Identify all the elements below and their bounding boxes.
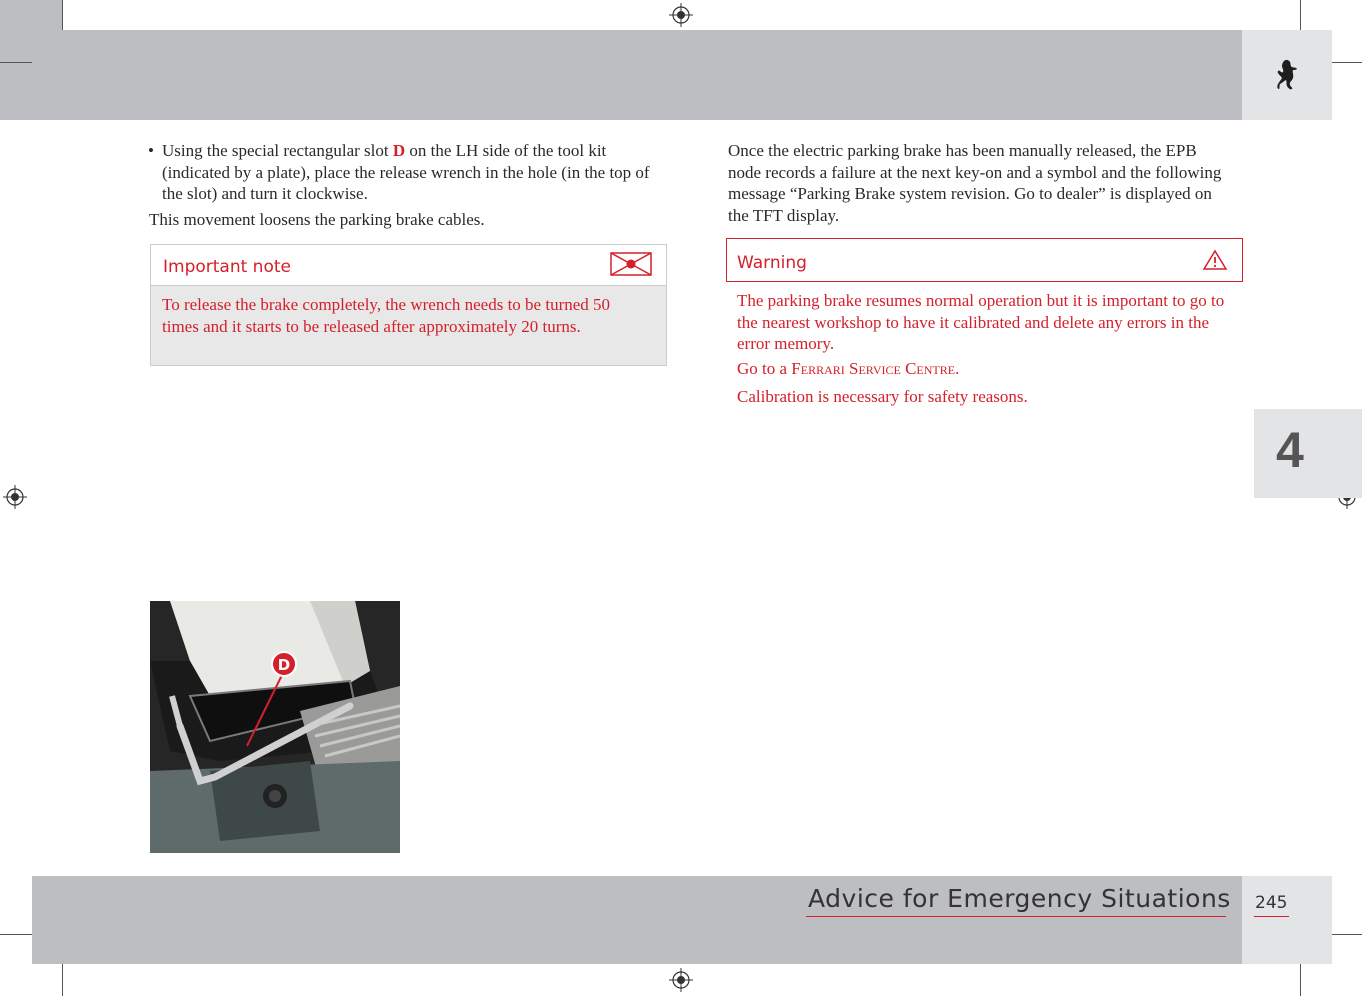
warning-text-2-suffix: .	[955, 359, 960, 378]
note-text: To release the brake completely, the wrench needs to be turned 50 times and it starts to be released after approximately 20 turns.	[162, 295, 611, 336]
registration-mark-icon	[3, 485, 27, 509]
body-paragraph-right: Once the electric parking brake has been manually released, the EPB node records a failure at the next key-on and a symbol and the following message “Parking Brake system revision. Go to dealer” is displayed on the TFT display.	[728, 141, 1222, 225]
bullet-text-prefix: Using the special rectangular slot	[162, 141, 393, 160]
warning-text-2-prefix: Go to a	[737, 359, 792, 378]
ferrari-service-centre: Ferrari Service Centre	[791, 359, 956, 378]
crop-mark	[1332, 934, 1362, 935]
crop-mark	[62, 964, 63, 996]
note-body	[151, 286, 666, 365]
warning-text-3: Calibration is necessary for safety reasons.	[737, 387, 1028, 406]
chapter-tab	[1254, 409, 1362, 498]
photo-callout-letter: D	[277, 656, 291, 674]
body-paragraph: This movement loosens the parking brake cables.	[149, 210, 485, 229]
page-number-box	[1242, 876, 1332, 964]
note-title: Important note	[163, 257, 291, 277]
crop-mark	[0, 62, 32, 63]
crop-mark	[1300, 964, 1301, 996]
chapter-number: 4	[1276, 422, 1304, 478]
note-header	[151, 245, 666, 286]
footer-underline	[806, 916, 1226, 917]
tool-kit-photo	[150, 601, 400, 853]
crop-mark	[1300, 0, 1301, 30]
bullet-marker: •	[148, 141, 154, 160]
crop-mark	[62, 0, 63, 30]
warning-text-2	[737, 358, 1229, 380]
eye-icon	[610, 252, 652, 276]
footer-section-title: Advice for Emergency Situations	[808, 884, 1231, 913]
photo-illustration	[150, 601, 400, 853]
header-band	[0, 30, 1242, 120]
important-note-box	[150, 244, 667, 366]
warning-text-1: The parking brake resumes normal operation but it is important to go to the nearest workshop to have it calibrated and delete any errors in the error memory.	[737, 291, 1225, 353]
page-number-underline	[1254, 916, 1289, 917]
warning-triangle-icon	[1202, 249, 1228, 271]
registration-mark-icon	[669, 3, 693, 27]
page-number: 245	[1255, 893, 1288, 913]
bullet-text-suffix: on the LH side of the tool kit (indicated by a plate), place the release wrench in the hole (in the top of the slot) and turn it clockwise.	[162, 141, 650, 203]
warning-box	[726, 238, 1243, 282]
slot-letter: D	[392, 141, 406, 160]
crop-mark	[1332, 62, 1362, 63]
header-corner	[0, 0, 62, 62]
bullet-item	[148, 140, 668, 205]
horse-logo-icon	[1272, 58, 1302, 92]
registration-mark-icon	[669, 968, 693, 992]
logo-box	[1242, 30, 1332, 120]
crop-mark	[0, 934, 32, 935]
warning-title: Warning	[737, 253, 807, 273]
